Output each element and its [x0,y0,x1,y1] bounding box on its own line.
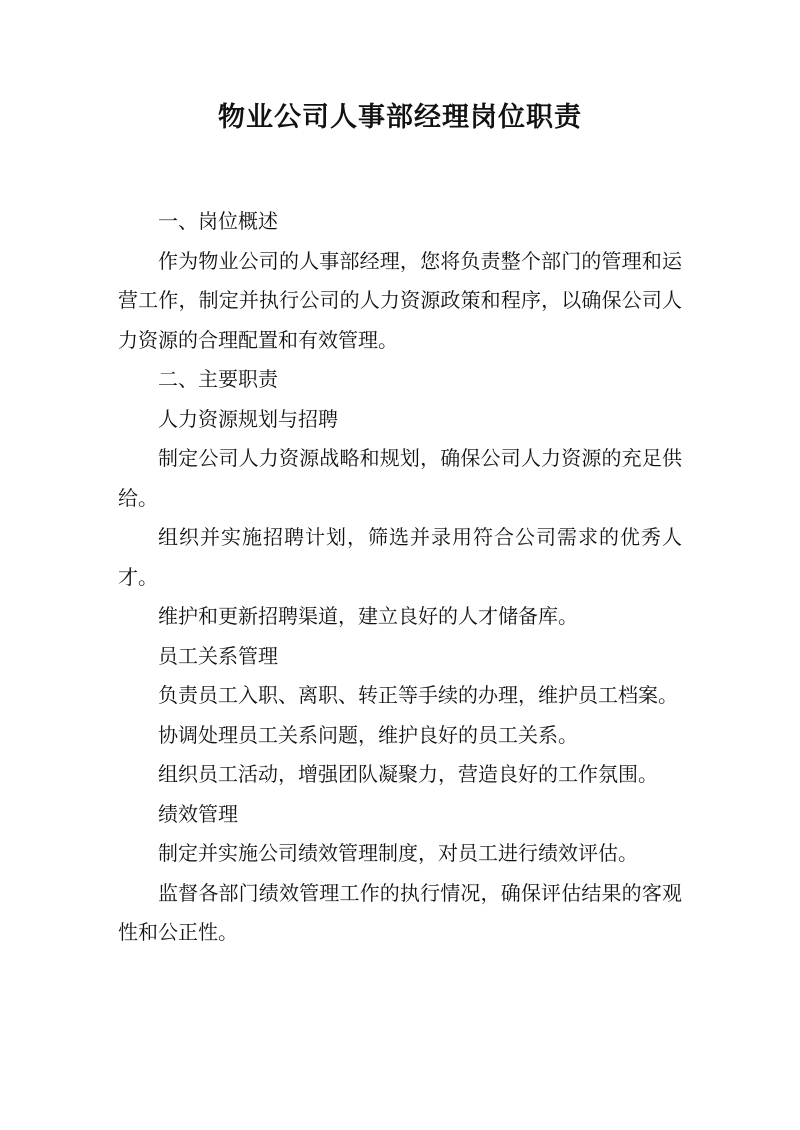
paragraph: 监督各部门绩效管理工作的执行情况，确保评估结果的客观性和公正性。 [118,880,682,944]
paragraph: 组织并实施招聘计划，筛选并录用符合公司需求的优秀人才。 [118,525,682,589]
subheading-performance: 绩效管理 [158,801,238,826]
document-body [118,202,682,953]
paragraph: 协调处理员工关系问题，维护良好的员工关系。 [158,722,578,747]
paragraph: 组织员工活动，增强团队凝聚力，营造良好的工作氛围。 [158,762,658,786]
subheading-employee-relations: 员工关系管理 [158,643,278,668]
subheading-hr-planning: 人力资源规划与招聘 [158,406,338,431]
section-heading-overview: 一、岗位概述 [158,209,278,233]
paragraph: 制定公司人力资源战略和规划，确保公司人力资源的充足供给。 [118,446,682,510]
paragraph: 负责员工入职、离职、转正等手续的办理，维护员工档案。 [158,683,678,707]
paragraph: 制定并实施公司绩效管理制度，对员工进行绩效评估。 [158,841,638,865]
document-title: 物业公司人事部经理岗位职责 [218,102,582,133]
section-heading-duties: 二、主要职责 [158,367,278,391]
paragraph: 维护和更新招聘渠道，建立良好的人才储备库。 [158,604,578,628]
paragraph: 作为物业公司的人事部经理，您将负责整个部门的管理和运营工作，制定并执行公司的人力资源政策和程序，以确保公司人力资源的合理配置和有效管理。 [118,248,682,352]
